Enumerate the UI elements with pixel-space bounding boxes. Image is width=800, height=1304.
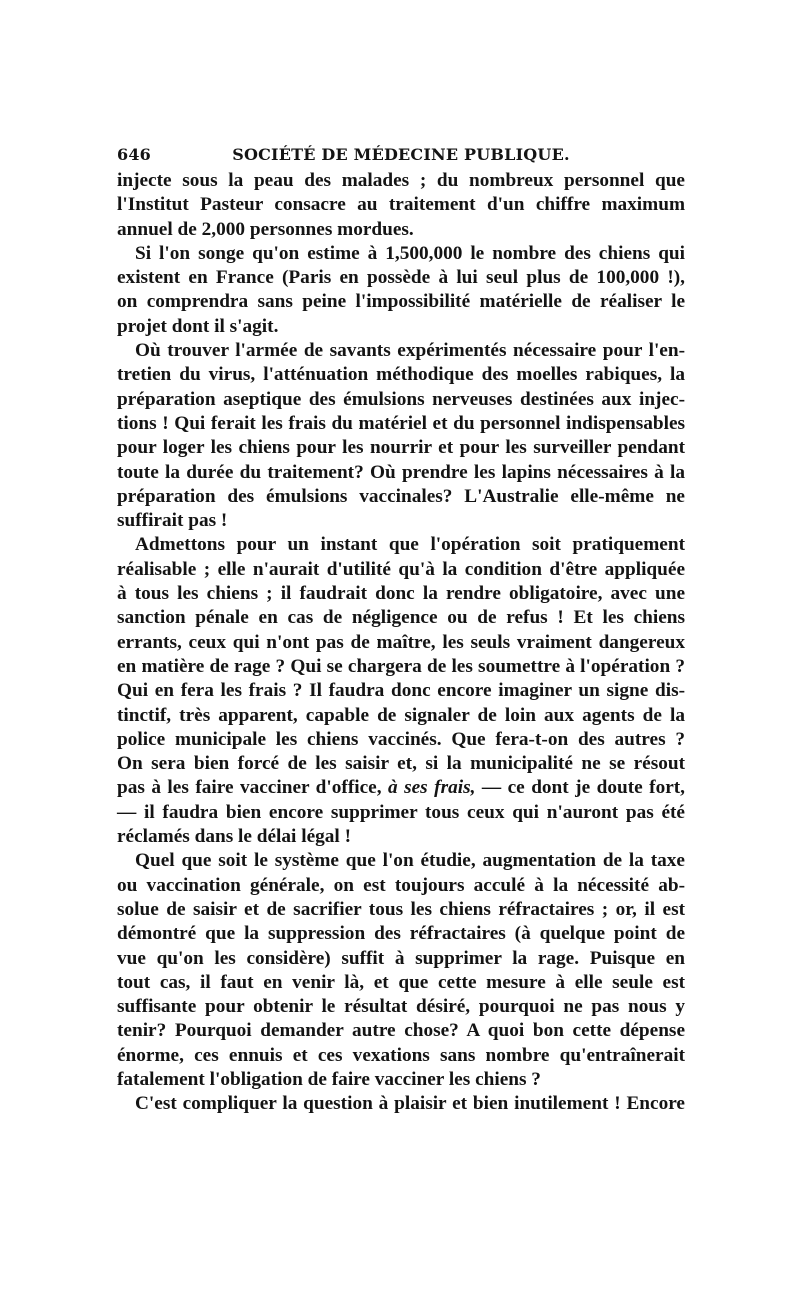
- paragraph-start-line: Admettons pour un instant que l'opération soit pratiquement: [135, 534, 685, 556]
- text-line: — il faudra bien encore supprimer tous ceux qui n'auront pas été: [117, 801, 685, 823]
- text-line: ou vaccination générale, on est toujours acculé à la nécessité ab-: [117, 874, 685, 896]
- text-line: police municipale les chiens vaccinés. Que fera-t-on des autres ?: [117, 728, 685, 750]
- text-line-segment: — ce dont je doute fort,: [475, 777, 686, 799]
- text-line: tenir? Pourquoi demander autre chose? A quoi bon cette dépense: [117, 1020, 685, 1042]
- text-line: solue de saisir et de sacrifier tous les chiens réfractaires ; or, il est: [117, 898, 685, 920]
- text-line: pour loger les chiens pour les nourrir et pour les surveiller pendant: [117, 437, 685, 459]
- text-line: suffirait pas !: [117, 510, 228, 532]
- paragraph-start-line: C'est compliquer la question à plaisir et bien inutilement ! Encore: [135, 1093, 685, 1115]
- body-text: [117, 169, 685, 1117]
- paragraph-start-line: Si l'on songe qu'on estime à 1,500,000 le nombre des chiens qui: [135, 242, 685, 264]
- text-line: à tous les chiens ; il faudrait donc la rendre obligatoire, avec une: [117, 583, 685, 605]
- text-line: vue qu'on les considère) suffit à supprimer la rage. Puisque en: [117, 947, 685, 969]
- text-line: injecte sous la peau des malades ; du nombreux personnel que: [117, 170, 685, 191]
- text-line: On sera bien forcé de les saisir et, si la municipalité ne se résout: [117, 753, 685, 775]
- text-line: tinctif, très apparent, capable de signaler de loin aux agents de la: [117, 704, 685, 726]
- text-line: on comprendra sans peine l'impossibilité matérielle de réaliser le: [117, 291, 685, 313]
- text-line: en matière de rage ? Qui se chargera de les soumettre à l'opération ?: [117, 655, 685, 677]
- document-page: [117, 141, 685, 1117]
- italic-phrase: à ses frais,: [388, 777, 476, 799]
- header-title: SOCIÉTÉ DE MÉDECINE PUBLIQUE.: [232, 145, 570, 164]
- text-line: fatalement l'obligation de faire vacciner les chiens ?: [117, 1068, 541, 1090]
- running-head: [117, 141, 685, 169]
- text-line: toute la durée du traitement? Où prendre les lapins nécessaires à la: [117, 461, 685, 483]
- text-line: errants, ceux qui n'ont pas de maître, les seuls vraiment dangereux: [117, 631, 685, 653]
- page-number: 646: [117, 145, 151, 164]
- paragraph-start-line: Quel que soit le système que l'on étudie, augmentation de la taxe: [135, 850, 685, 872]
- text-line: l'Institut Pasteur consacre au traitement d'un chiffre maximum: [117, 194, 685, 216]
- text-line: tout cas, il faut en venir là, et que cette mesure à elle seule est: [117, 971, 685, 993]
- text-line: sanction pénale en cas de négligence ou de refus ! Et les chiens: [117, 607, 685, 629]
- text-line: réalisable ; elle n'aurait d'utilité qu'à la condition d'être appliquée: [117, 558, 685, 580]
- text-line: préparation aseptique des émulsions nerveuses destinées aux injec-: [117, 388, 685, 410]
- text-line: existent en France (Paris en possède à lui seul plus de 100,000 !),: [117, 267, 685, 289]
- text-line: [117, 776, 685, 800]
- text-line-segment: pas à les faire vacciner d'office,: [117, 777, 382, 799]
- paragraph-start-line: Où trouver l'armée de savants expérimentés nécessaire pour l'en-: [135, 340, 685, 362]
- text-line: annuel de 2,000 personnes mordues.: [117, 218, 414, 240]
- text-line: Qui en fera les frais ? Il faudra donc encore imaginer un signe dis-: [117, 680, 685, 702]
- text-line: énorme, ces ennuis et ces vexations sans nombre qu'entraînerait: [117, 1044, 685, 1066]
- text-line: préparation des émulsions vaccinales? L'Australie elle-même ne: [117, 485, 685, 507]
- text-line: projet dont il s'agit.: [117, 315, 279, 337]
- text-line: démontré que la suppression des réfractaires (à quelque point de: [117, 923, 685, 945]
- text-line: réclamés dans le délai légal !: [117, 826, 352, 848]
- text-line: tions ! Qui ferait les frais du matériel et du personnel indispensables: [117, 412, 685, 434]
- text-line: tretien du virus, l'atténuation méthodique des moelles rabiques, la: [117, 364, 685, 386]
- text-line: suffisante pour obtenir le résultat désiré, pourquoi ne pas nous y: [117, 996, 685, 1018]
